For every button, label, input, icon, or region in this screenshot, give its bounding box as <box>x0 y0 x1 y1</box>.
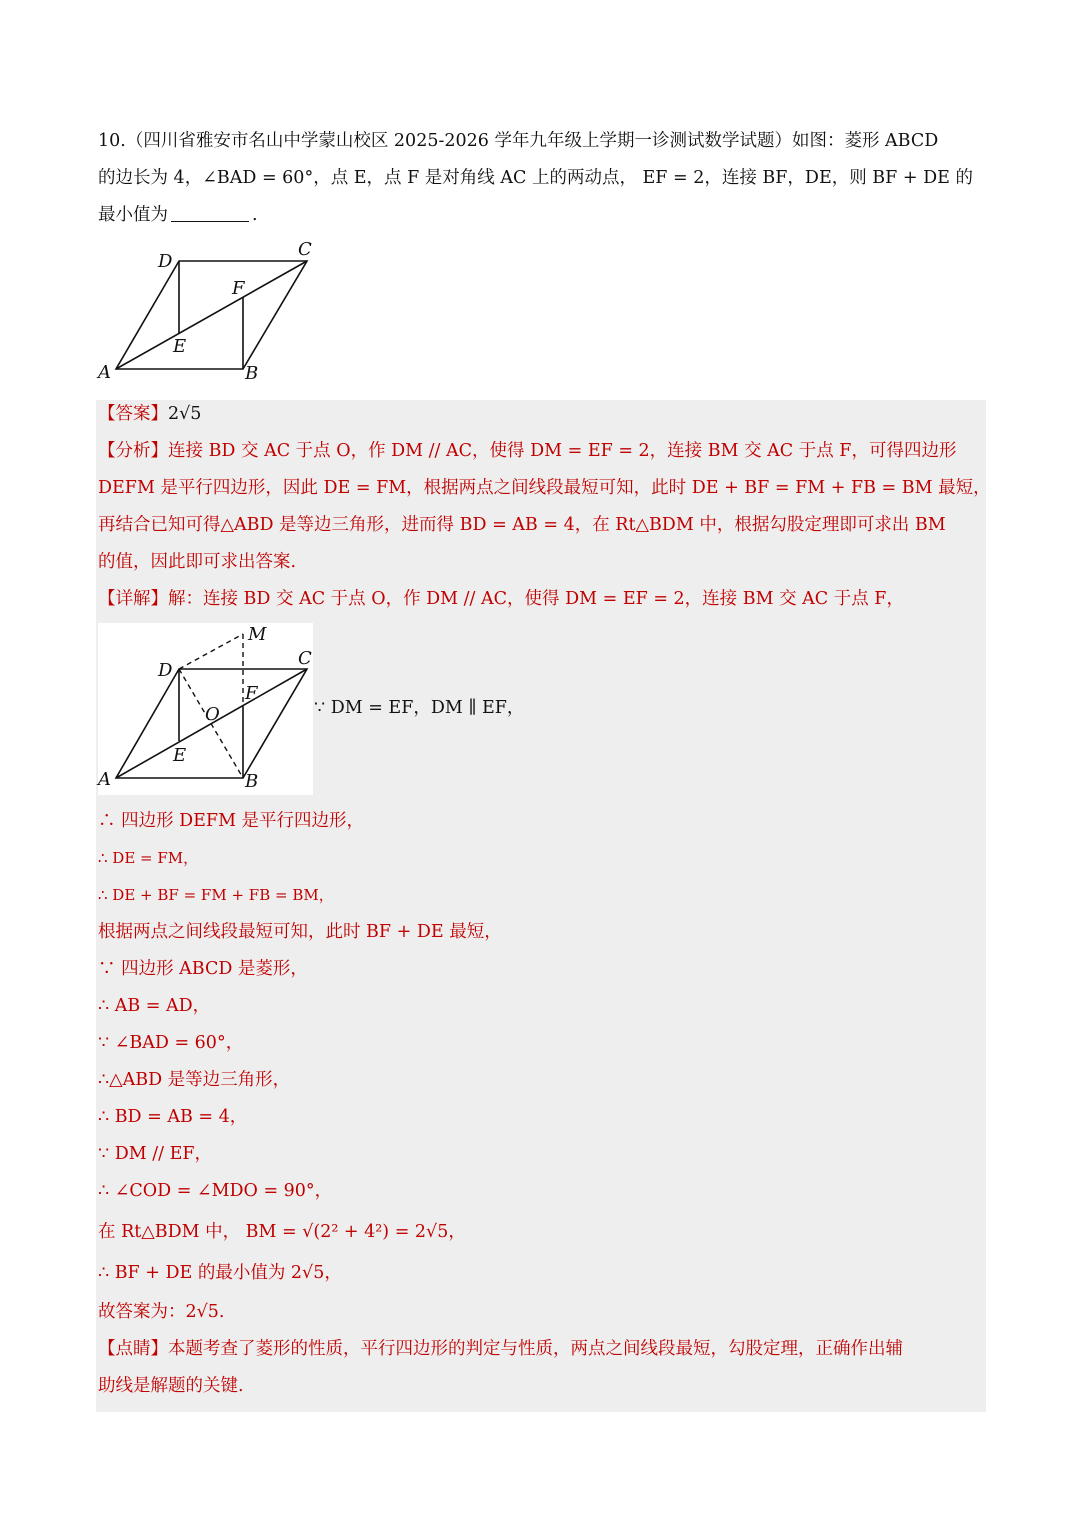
step-4: 根据两点之间线段最短可知，此时 BF + DE 最短， <box>98 922 502 942</box>
answer-value: 2√5 <box>168 404 202 424</box>
comment-tag: 【点睛】 <box>98 1339 168 1359</box>
label-e: E <box>173 745 187 766</box>
step-2: ∴ DE = FM， <box>98 849 199 867</box>
label-d: D <box>158 251 173 272</box>
segment-dm-dashed <box>179 634 243 669</box>
step-12: 在 Rt△BDM 中， BM = √(2² + 4²) = 2√5， <box>98 1222 466 1242</box>
step-9: ∴ BD = AB = 4， <box>98 1107 248 1127</box>
step-5: ∵ 四边形 ABCD 是菱形， <box>98 959 308 979</box>
step-6: ∴ AB = AD， <box>98 996 211 1016</box>
question-text-3: 最小值为 <box>98 205 168 225</box>
analysis-line-1: 【分析】连接 BD 交 AC 于点 O，作 DM // AC，使得 DM = EF = 2，连接 BM 交 AC 于点 F，可得四边形 <box>98 441 957 461</box>
figure-note: ∵ DM = EF，DM ∥ EF， <box>314 698 525 718</box>
question-text-2: 的边长为 4，∠BAD = 60°，点 E，点 F 是对角线 AC 上的两动点， EF = 2，连接 BF，DE，则 BF + DE 的 <box>98 168 973 188</box>
figure-rhombus-construction <box>95 620 317 795</box>
label-b: B <box>245 363 259 384</box>
label-a: A <box>98 362 111 383</box>
answer-tag: 【答案】 <box>98 404 168 424</box>
detail-line-1: 【详解】解：连接 BD 交 AC 于点 O，作 DM // AC，使得 DM = EF = 2，连接 BM 交 AC 于点 F， <box>98 589 904 609</box>
question-source: （四川省雅安市名山中学蒙山校区 2025-2026 学年九年级上学期一诊测试数学试题） <box>125 131 792 151</box>
figure-rhombus <box>95 238 335 388</box>
label-c: C <box>298 239 312 260</box>
analysis-line-4: 的值，因此即可求出答案. <box>98 552 297 572</box>
diagonal-ac <box>116 261 307 369</box>
label-a: A <box>98 769 111 790</box>
answer-line <box>98 396 201 432</box>
analysis-line-2: DEFM 是平行四边形，因此 DE = FM，根据两点之间线段最短可知，此时 DE + BF = FM + FB = BM 最短， <box>98 478 991 498</box>
label-b: B <box>245 771 259 792</box>
comment-line-1: 【点睛】本题考查了菱形的性质，平行四边形的判定与性质，两点之间线段最短，勾股定理，正确作出辅 <box>98 1339 903 1359</box>
analysis-tag: 【分析】 <box>98 441 168 461</box>
label-d: D <box>158 660 173 681</box>
question-line-3: 最小值为 . <box>98 205 258 225</box>
step-11: ∴ ∠COD = ∠MDO = 90°， <box>98 1181 333 1201</box>
step-3: ∴ DE + BF = FM + FB = BM， <box>98 886 334 904</box>
step-10: ∵ DM // EF， <box>98 1144 212 1164</box>
detail-tag: 【详解】 <box>98 589 168 609</box>
step-13: ∴ BF + DE 的最小值为 2√5， <box>98 1263 342 1283</box>
step-8: ∴△ABD 是等边三角形， <box>98 1070 291 1090</box>
question-text-1: 如图：菱形 ABCD <box>791 131 939 151</box>
label-m: M <box>248 624 267 645</box>
comment-line-2: 助线是解题的关键. <box>98 1376 244 1396</box>
label-c: C <box>298 648 312 669</box>
step-14: 故答案为：2√5. <box>98 1302 225 1322</box>
step-1: ∴ 四边形 DEFM 是平行四边形， <box>98 811 365 831</box>
label-f: F <box>232 278 245 299</box>
label-o: O <box>205 704 220 725</box>
question-line-1: 10.（四川省雅安市名山中学蒙山校区 2025-2026 学年九年级上学期一诊测试数学试题）如图：菱形 ABCD <box>98 131 939 151</box>
answer-blank <box>171 203 249 222</box>
question-number: 10 <box>98 131 121 151</box>
label-f: F <box>245 683 258 704</box>
step-7: ∵ ∠BAD = 60°， <box>98 1033 244 1053</box>
label-e: E <box>173 336 187 357</box>
analysis-line-3: 再结合已知可得△ABD 是等边三角形，进而得 BD = AB = 4，在 Rt△BDM 中，根据勾股定理即可求出 BM <box>98 515 946 535</box>
